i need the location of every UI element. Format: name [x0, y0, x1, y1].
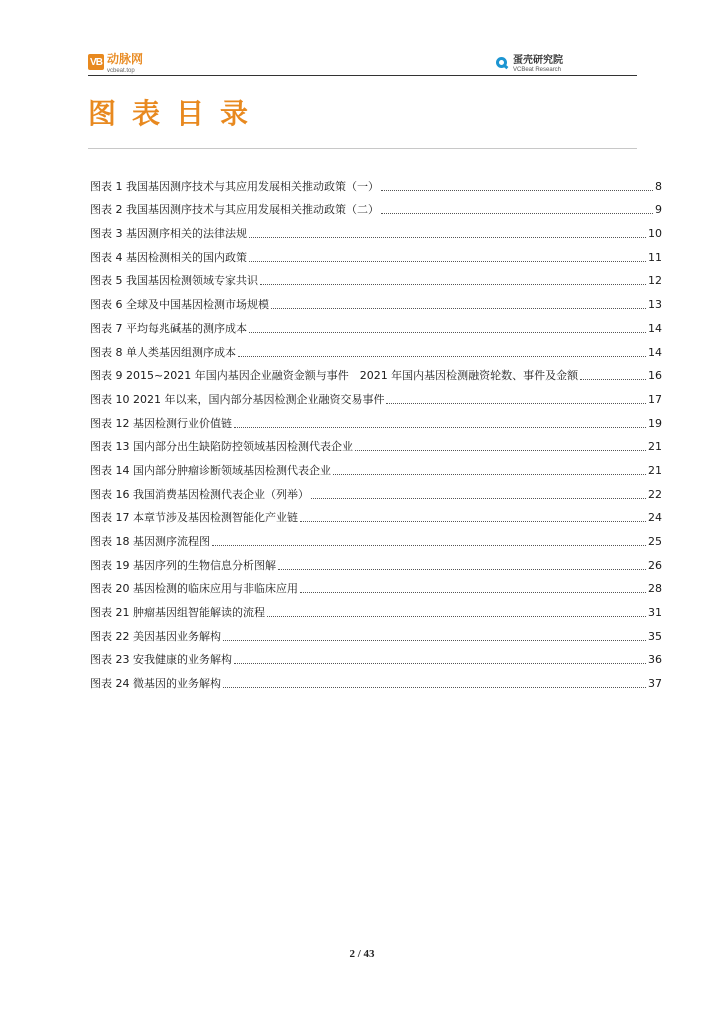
toc-entry[interactable] — [90, 170, 662, 194]
research-sub: VCBeat Research — [513, 67, 562, 73]
toc-entry-label: 图表 4 基因检测相关的国内政策 — [90, 250, 247, 264]
toc-entry-label: 图表 18 基因测序流程图 — [90, 535, 210, 548]
page-title: 图表目录 — [88, 97, 265, 130]
toc-entry-page: 17 — [648, 392, 662, 406]
toc-entry[interactable] — [90, 667, 662, 691]
toc-dot-leader — [386, 403, 646, 404]
toc-entry-page: 31 — [648, 606, 662, 620]
research-brand: 蛋壳研究院 — [513, 55, 563, 66]
vcbeat-brand: 动脉网 — [107, 52, 144, 66]
toc-entry-page: 35 — [648, 629, 662, 643]
toc-dot-leader — [234, 663, 646, 664]
toc-dot-leader — [300, 592, 646, 593]
toc-entry[interactable] — [90, 502, 662, 526]
toc-dot-leader — [580, 379, 646, 380]
toc-dot-leader — [249, 237, 646, 238]
toc-entry[interactable] — [90, 312, 662, 336]
toc-entry[interactable] — [90, 383, 662, 407]
toc-entry-page: 21 — [648, 463, 662, 477]
toc-entry[interactable] — [90, 217, 662, 241]
toc-entry-page: 14 — [648, 345, 662, 359]
toc-entry[interactable] — [90, 336, 662, 360]
toc-entry-page: 13 — [648, 298, 662, 312]
toc-entry[interactable] — [90, 288, 662, 312]
toc-entry[interactable] — [90, 644, 662, 668]
toc-dot-leader — [212, 545, 646, 546]
toc-entry-page: 10 — [648, 227, 662, 241]
toc-entry[interactable] — [90, 549, 662, 573]
toc-entry[interactable] — [90, 407, 662, 431]
toc-entry-label: 图表 14 国内部分肿瘤诊断领域基因检测代表企业 — [90, 463, 331, 477]
toc-entry-page: 24 — [648, 511, 662, 525]
toc-entry[interactable] — [90, 265, 662, 289]
toc-dot-leader — [333, 474, 646, 475]
toc-dot-leader — [249, 332, 646, 333]
toc-entry-page: 21 — [648, 440, 662, 454]
toc-entry-label: 图表 13 国内部分出生缺陷防控领域基因检测代表企业 — [90, 440, 353, 454]
toc-dot-leader — [278, 569, 646, 570]
toc-entry[interactable] — [90, 194, 662, 218]
toc-entry-page: 16 — [648, 369, 662, 383]
toc-entry[interactable] — [90, 573, 662, 597]
toc-dot-leader — [234, 427, 646, 428]
toc-dot-leader — [249, 261, 646, 262]
toc-entry-label: 图表 12 基因检测行业价值链 — [90, 416, 232, 430]
toc-dot-leader — [381, 190, 653, 191]
toc-entry-label: 图表 22 美因基因业务解构 — [90, 629, 221, 643]
toc-entry-label: 图表 20 基因检测的临床应用与非临床应用 — [90, 582, 298, 596]
toc-entry-label: 图表 23 安我健康的业务解构 — [90, 653, 232, 667]
toc-entry[interactable] — [90, 478, 662, 502]
toc-entry-page: 26 — [648, 558, 662, 572]
toc-entry-label: 图表 17 本章节涉及基因检测智能化产业链 — [90, 511, 298, 525]
vcbeat-badge-icon: VB — [88, 54, 104, 70]
toc-dot-leader — [267, 616, 646, 617]
toc-entry-label: 图表 7 平均每兆碱基的测序成本 — [90, 321, 247, 335]
toc-entry[interactable] — [90, 596, 662, 620]
toc-entry-page: 25 — [648, 535, 662, 548]
toc-entry-label: 图表 21 肿瘤基因组智能解读的流程 — [90, 606, 265, 620]
toc-entry[interactable] — [90, 620, 662, 644]
toc-entry-label: 图表 6 全球及中国基因检测市场规模 — [90, 298, 269, 312]
toc-entry[interactable] — [90, 241, 662, 265]
vcbeat-logo — [88, 50, 143, 74]
toc-entry-page: 9 — [655, 203, 662, 217]
toc-dot-leader — [223, 640, 646, 641]
table-of-figures — [90, 170, 662, 691]
vcbeat-domain: vcbeat.top — [107, 68, 135, 74]
toc-entry-page: 22 — [648, 487, 662, 501]
toc-dot-leader — [300, 521, 646, 522]
toc-dot-leader — [355, 450, 646, 451]
toc-entry-label: 图表 10 2021 年以来，国内部分基因检测企业融资交易事件 — [90, 392, 385, 406]
toc-entry-page: 12 — [648, 274, 662, 288]
toc-entry-label: 图表 8 单人类基因组测序成本 — [90, 345, 236, 359]
toc-entry-label: 图表 16 我国消费基因检测代表企业（列举） — [90, 487, 309, 501]
toc-dot-leader — [381, 213, 653, 214]
research-ring-icon — [496, 57, 507, 68]
toc-dot-leader — [311, 498, 646, 499]
title-divider — [88, 148, 637, 149]
toc-entry[interactable] — [90, 525, 662, 549]
toc-entry-label: 图表 1 我国基因测序技术与其应用发展相关推动政策（一） — [90, 179, 379, 193]
toc-dot-leader — [223, 687, 646, 688]
toc-entry-page: 8 — [655, 179, 662, 193]
toc-entry-page: 19 — [648, 416, 662, 430]
toc-entry-page: 11 — [648, 250, 662, 264]
toc-entry-page: 36 — [648, 653, 662, 667]
vcbeat-research-logo — [496, 51, 563, 73]
toc-entry-label: 图表 5 我国基因检测领域专家共识 — [90, 274, 258, 288]
toc-entry-page: 37 — [648, 677, 662, 691]
toc-dot-leader — [260, 284, 646, 285]
toc-dot-leader — [238, 356, 646, 357]
toc-entry-label: 图表 3 基因测序相关的法律法规 — [90, 227, 247, 241]
toc-entry[interactable] — [90, 431, 662, 455]
header-divider — [88, 75, 637, 76]
toc-entry[interactable] — [90, 454, 662, 478]
toc-entry[interactable] — [90, 360, 662, 384]
page-header — [0, 0, 724, 80]
toc-entry-label: 图表 24 微基因的业务解构 — [90, 677, 221, 691]
toc-entry-page: 28 — [648, 582, 662, 596]
toc-entry-label: 图表 9 2015~2021 年国内基因企业融资金额与事件 2021 年国内基因检测融资轮数、事件及金额 — [90, 369, 579, 383]
toc-entry-page: 14 — [648, 321, 662, 335]
toc-entry-label: 图表 2 我国基因测序技术与其应用发展相关推动政策（二） — [90, 203, 379, 217]
page-number: 2 / 43 — [349, 948, 375, 960]
toc-entry-label: 图表 19 基因序列的生物信息分析图解 — [90, 558, 276, 572]
toc-dot-leader — [271, 308, 646, 309]
